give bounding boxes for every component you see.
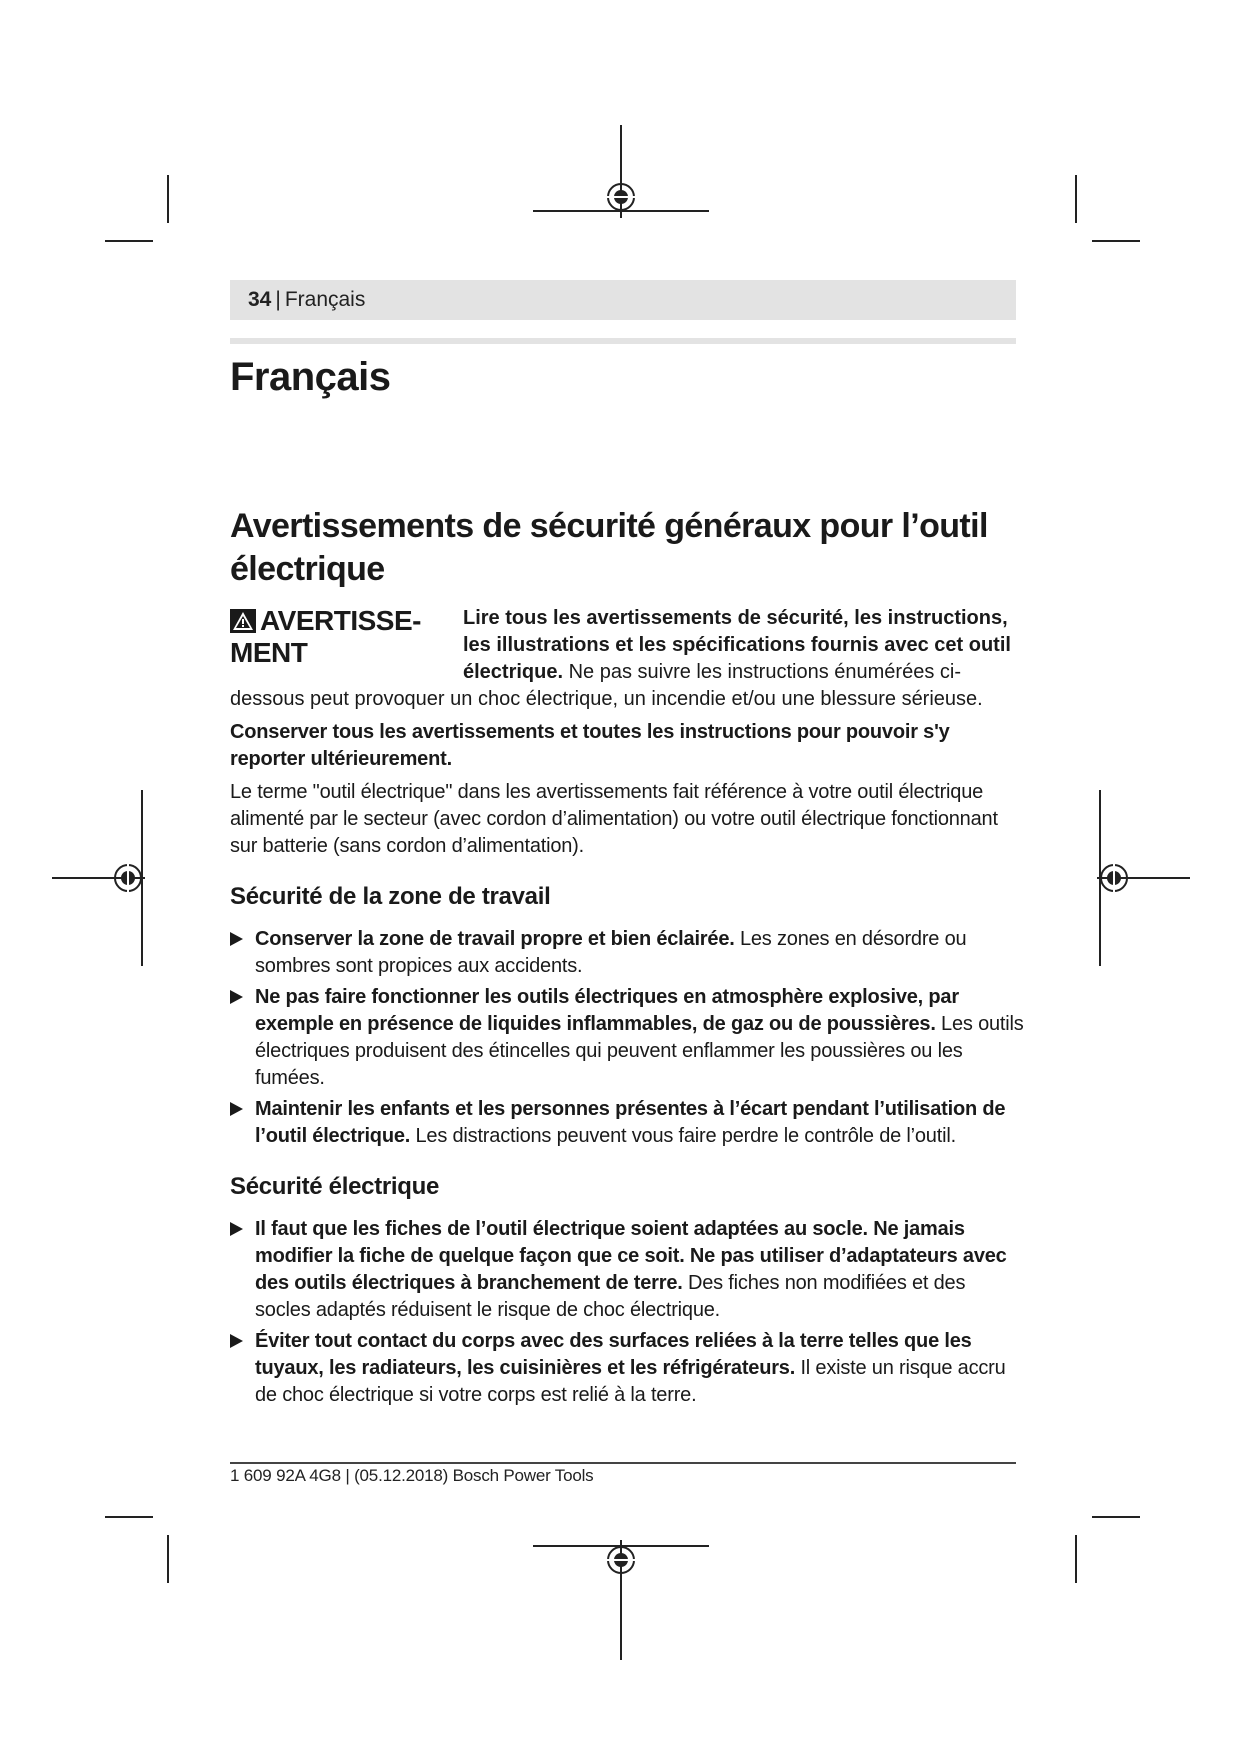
- crop-mark-top-right-v: [1075, 175, 1077, 223]
- conserve-instructions: Conserver tous les avertissements et toutes les instructions pour pouvoir s'y reporter ultérieurement.: [230, 721, 950, 770]
- main-content: [230, 505, 1025, 1413]
- warning-block: [230, 605, 1025, 713]
- registration-target-right: [1065, 790, 1190, 966]
- footer-text: 1 609 92A 4G8 | (05.12.2018) Bosch Power Tools: [230, 1466, 594, 1485]
- crop-mark-bottom-right-v: [1075, 1535, 1077, 1583]
- bullet-triangle-icon: [230, 932, 243, 946]
- header-rule: [230, 338, 1016, 344]
- crop-mark-bottom-left-v: [167, 1535, 169, 1583]
- registration-target-top: [533, 125, 709, 250]
- crop-mark-top-left-h: [105, 240, 153, 242]
- warning-label: [230, 605, 430, 669]
- header-separator: |: [275, 288, 281, 311]
- crop-mark-top-right-h: [1092, 240, 1140, 242]
- warning-label-text: AVERTISSE-MENT: [230, 605, 421, 668]
- bullet-triangle-icon: [230, 990, 243, 1004]
- bullet-triangle-icon: [230, 1102, 243, 1116]
- bullet-triangle-icon: [230, 1334, 243, 1348]
- crop-mark-top-left-v: [167, 175, 169, 223]
- header-language: Français: [284, 288, 366, 311]
- list-item: Ne pas faire fonctionner les outils électriques en atmosphère explosive, par exemple en présence de liquides inflammables, de gaz ou de poussières. Les outils électriques produisent des étincelles qui peuvent enflammer les poussières ou les fumées.: [230, 984, 1025, 1092]
- page-number: 34: [248, 288, 272, 311]
- crop-mark-bottom-left-h: [105, 1516, 153, 1518]
- page-title: Français: [230, 355, 391, 399]
- term-definition: Le terme "outil électrique" dans les avertissements fait référence à votre outil électrique alimenté par le secteur (avec cordon d’alimentation) ou votre outil électrique fonctionnant sur batterie (sans cordon d’alimentation).: [230, 781, 998, 857]
- page-header: [230, 280, 1016, 320]
- electrical-safety-title: Sécurité électrique: [230, 1173, 440, 1200]
- warning-triangle-icon: [230, 608, 256, 632]
- warning-bold-text: Lire tous les avertissements de sécurité, les instructions, les illustrations et les spécifications fournis avec cet outil électrique.: [463, 607, 1011, 683]
- registration-target-bottom: [533, 1530, 709, 1660]
- footer-rule: [230, 1462, 1016, 1464]
- crop-mark-bottom-right-h: [1092, 1516, 1140, 1518]
- list-item: Maintenir les enfants et les personnes présentes à l’écart pendant l’utilisation de l’outil électrique. Les distractions peuvent vous faire perdre le contrôle de l’outil.: [230, 1096, 1025, 1150]
- list-item: Il faut que les fiches de l’outil électrique soient adaptées au socle. Ne jamais modifier la fiche de quelque façon que ce soit. Ne pas utiliser d’adaptateurs avec des outils électriques à branchement de terre. Des fiches non modifiées et des socles adaptés réduisent le risque de choc électrique.: [230, 1216, 1025, 1324]
- list-item: Conserver la zone de travail propre et bien éclairée. Les zones en désordre ou sombres sont propices aux accidents.: [230, 926, 1025, 980]
- list-item: Éviter tout contact du corps avec des surfaces reliées à la terre telles que les tuyaux, les radiateurs, les cuisinières et les réfrigérateurs. Il existe un risque accru de choc électrique si votre corps est relié à la terre.: [230, 1328, 1025, 1409]
- work-area-title: Sécurité de la zone de travail: [230, 883, 551, 910]
- registration-target-left: [52, 790, 177, 966]
- bullet-triangle-icon: [230, 1222, 243, 1236]
- warning-text: Ne pas suivre les instructions énumérées ci-dessous peut provoquer un choc électrique, un incendie et/ou une blessure sérieuse.: [230, 661, 983, 710]
- section-title: Avertissements de sécurité généraux pour l’outil électrique: [230, 507, 988, 588]
